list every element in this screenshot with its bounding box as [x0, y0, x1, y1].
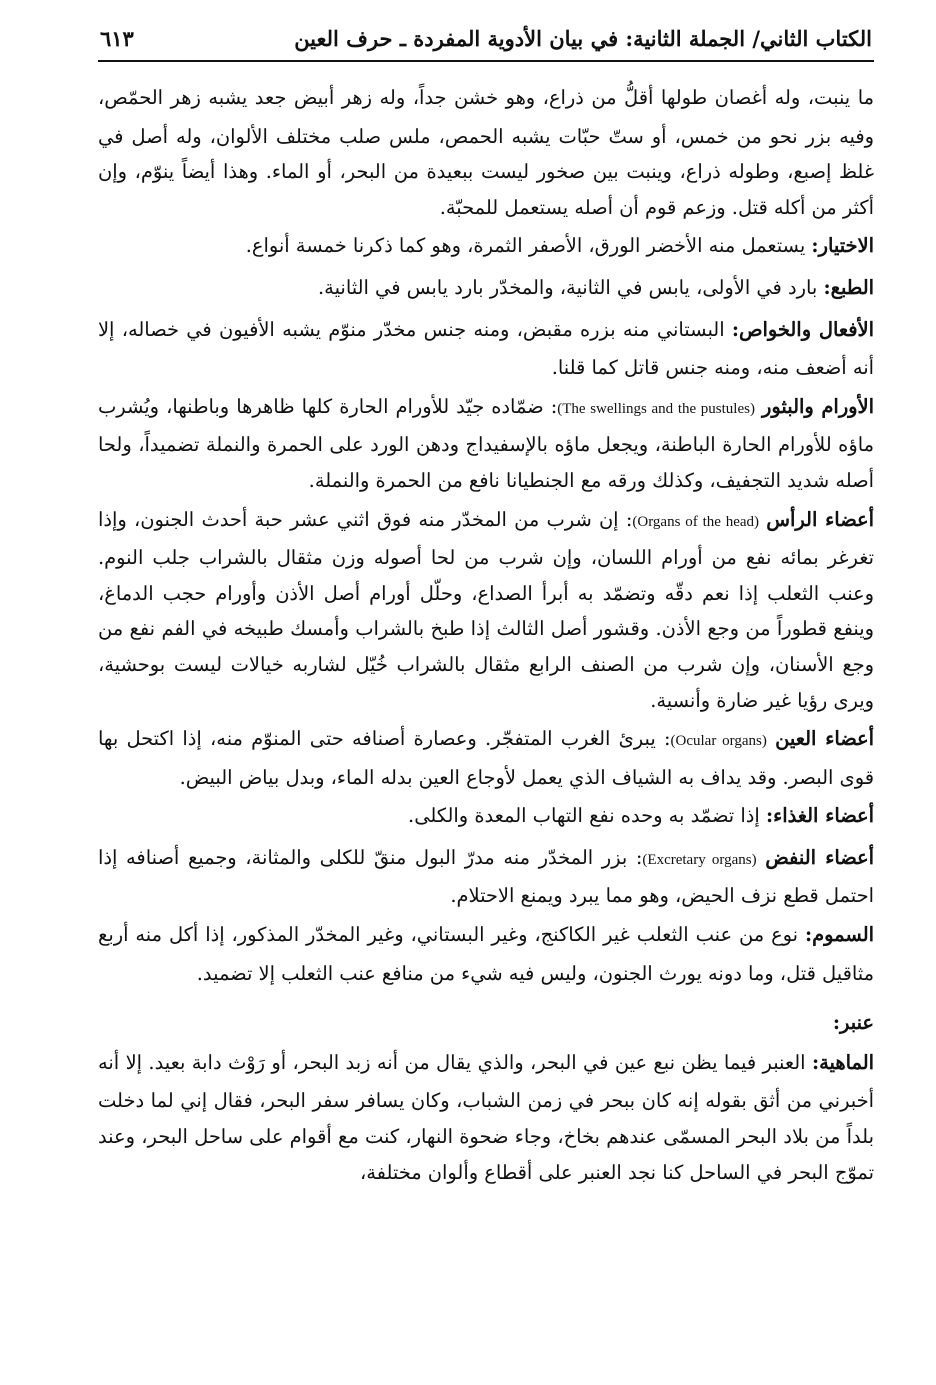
paragraph: [98, 840, 874, 914]
paragraph-term: أعضاء الرأس: [766, 507, 874, 531]
paragraph-english: (Organs of the head): [632, 513, 760, 530]
paragraph-text: يستعمل منه الأخضر الورق، الأصفر الثمرة، وهو كما ذكرنا خمسة أنواع.: [245, 234, 806, 258]
page-header: [98, 24, 874, 60]
paragraph-term: أعضاء العين: [775, 727, 874, 751]
paragraph-text: إذا تضمّد به وحده نفع التهاب المعدة والكلى.: [408, 804, 760, 828]
paragraph-text: : بزر المخدّر منه مدرّ البول منقّ للكلى والمثانة، وجميع أصنافه إذا احتمل قطع نزف الحيض، وهو مما يبرد ويمنع الاحتلام.: [98, 845, 874, 908]
paragraph-term: السموم:: [805, 923, 874, 947]
entry-title: عنبر:: [832, 1011, 874, 1035]
page-number: ٦١٣: [100, 26, 134, 51]
paragraph-term: الأورام والبثور: [762, 394, 874, 418]
page-body: [98, 80, 874, 1190]
paragraph-text: نوع من عنب الثعلب غير الكاكنج، وغير البستاني، وغير المخدّر المذكور، إذا أكل منه أربع مثاقيل قتل، وما دونه يورث الجنون، وليس فيه شيء من منافع عنب الثعلب إلا تضميد.: [98, 923, 874, 985]
paragraph: [98, 389, 874, 499]
paragraph: [98, 228, 874, 267]
paragraph-term: الماهية:: [811, 1050, 874, 1074]
paragraph-text: : يبرئ الغرب المتفجّر. وعصارة أصنافه حتى المنوّم منه، إذا اكتحل بها قوى البصر. وقد يداف به الشياف الذي يعمل لأوجاع العين بدله الماء، وبدل بياض البيض.: [98, 727, 874, 789]
paragraph-text: البستاني منه بزره مقبض، ومنه جنس مخدّر منوّم يشبه الأفيون في خصاله، إلا أنه أضعف منه، ومنه جنس قاتل كما قلنا.: [98, 317, 874, 380]
paragraph-english: (Ocular organs): [670, 733, 767, 750]
paragraph-term: أعضاء النفض: [765, 845, 875, 869]
paragraph: [98, 80, 874, 225]
paragraph-english: (The swellings and the pustules): [557, 400, 755, 417]
paragraph-english: (Excretary organs): [642, 851, 757, 868]
paragraph: [98, 270, 874, 309]
paragraph: [98, 721, 874, 795]
paragraph-term: الأفعال والخواص:: [731, 317, 874, 341]
paragraph-text: : ضمّاده جيّد للأورام الحارة كلها ظاهرها وباطنها، ويُشرب ماؤه للأورام الحارة الباطنة، ويجعل ماؤه بالإسفيداج ودهن الورد على الحمرة والنملة تضميداً، ولحا أصله شديد التجفيف، وكذلك ورقه مع الجنطيانا نافع من الحمرة والنملة.: [98, 394, 874, 492]
paragraph-term: أعضاء الغذاء:: [765, 804, 874, 828]
paragraph-text: بارد في الأولى، يابس في الثانية، والمخدّر بارد يابس في الثانية.: [318, 275, 818, 299]
paragraph-text: ما ينبت، وله أغصان طولها أقلُّ من ذراع، وهو خشن جداً، وله زهر أبيض جعد يشبه زهر الحمّص، وفيه بزر نحو من خمس، أو ستّ حبّات يشبه الحمص، ملس صلب مختلف الألوان، وله أصل في غلظ إصبع، وطوله ذراع، وينبت بين صخور ليست ببعيدة من البحر، أو الماء. وهذا أيضاً ينوّم، وإن أكثر من أكله قتل. وزعم قوم أن أصله يستعمل للمحبّة.: [98, 86, 874, 219]
paragraph: [98, 798, 874, 837]
paragraph: [98, 502, 874, 719]
running-title: الكتاب الثاني/ الجملة الثانية: في بيان الأدوية المفردة ـ حرف العين: [294, 26, 872, 51]
paragraph-text: العنبر فيما يظن نبع عين في البحر، والذي يقال من أنه زبد البحر، أو رَوْث دابة بعيد. إلا أنه أخبرني من أثق بقوله إنه كان ببحر في زمن الشباب، وكان يسافر سفر البحر، فقال إني لما دخلت بلداً من بلاد البحر المسمّى عندهم بخاخ، وجاء ضحوة النهار، كنت مع أقوام على ساحل البحر، وعند تموّج البحر في الساحل كنا نجد العنبر على أقطاع وألوان مختلفة،: [98, 1050, 875, 1184]
paragraph: [98, 1045, 874, 1190]
paragraph-term: الطبع:: [823, 275, 874, 299]
paragraph-term: الاختيار:: [811, 234, 874, 258]
header-rule: [98, 60, 874, 62]
paragraph: [98, 312, 874, 386]
paragraph-text: : إن شرب من المخدّر منه فوق اثني عشر حبة أحدث الجنون، وإذا تغرغر بمائه نفع من أورام اللسان، وإن شرب من لحا أصوله وزن مثقال بالشراب جلب النوم. وعنب الثعلب إذا نعم دقّه وتضمّد به أبرأ الصداع، وحلّل أورام أصل الأذن وأورام حجب الدماغ، وينفع قطوراً من وجع الأذن. وقشور أصل الثالث إذا طبخ بالشراب وأمسك طبيخه في الفم نفع من وجع الأسنان، وإن شرب من الصنف الرابع مثقال بالشراب خُيّل لشاربه خيالات ليست بوحشية، ويرى رؤيا غير ضارة وأنسية.: [98, 507, 874, 712]
paragraph: [98, 917, 874, 991]
